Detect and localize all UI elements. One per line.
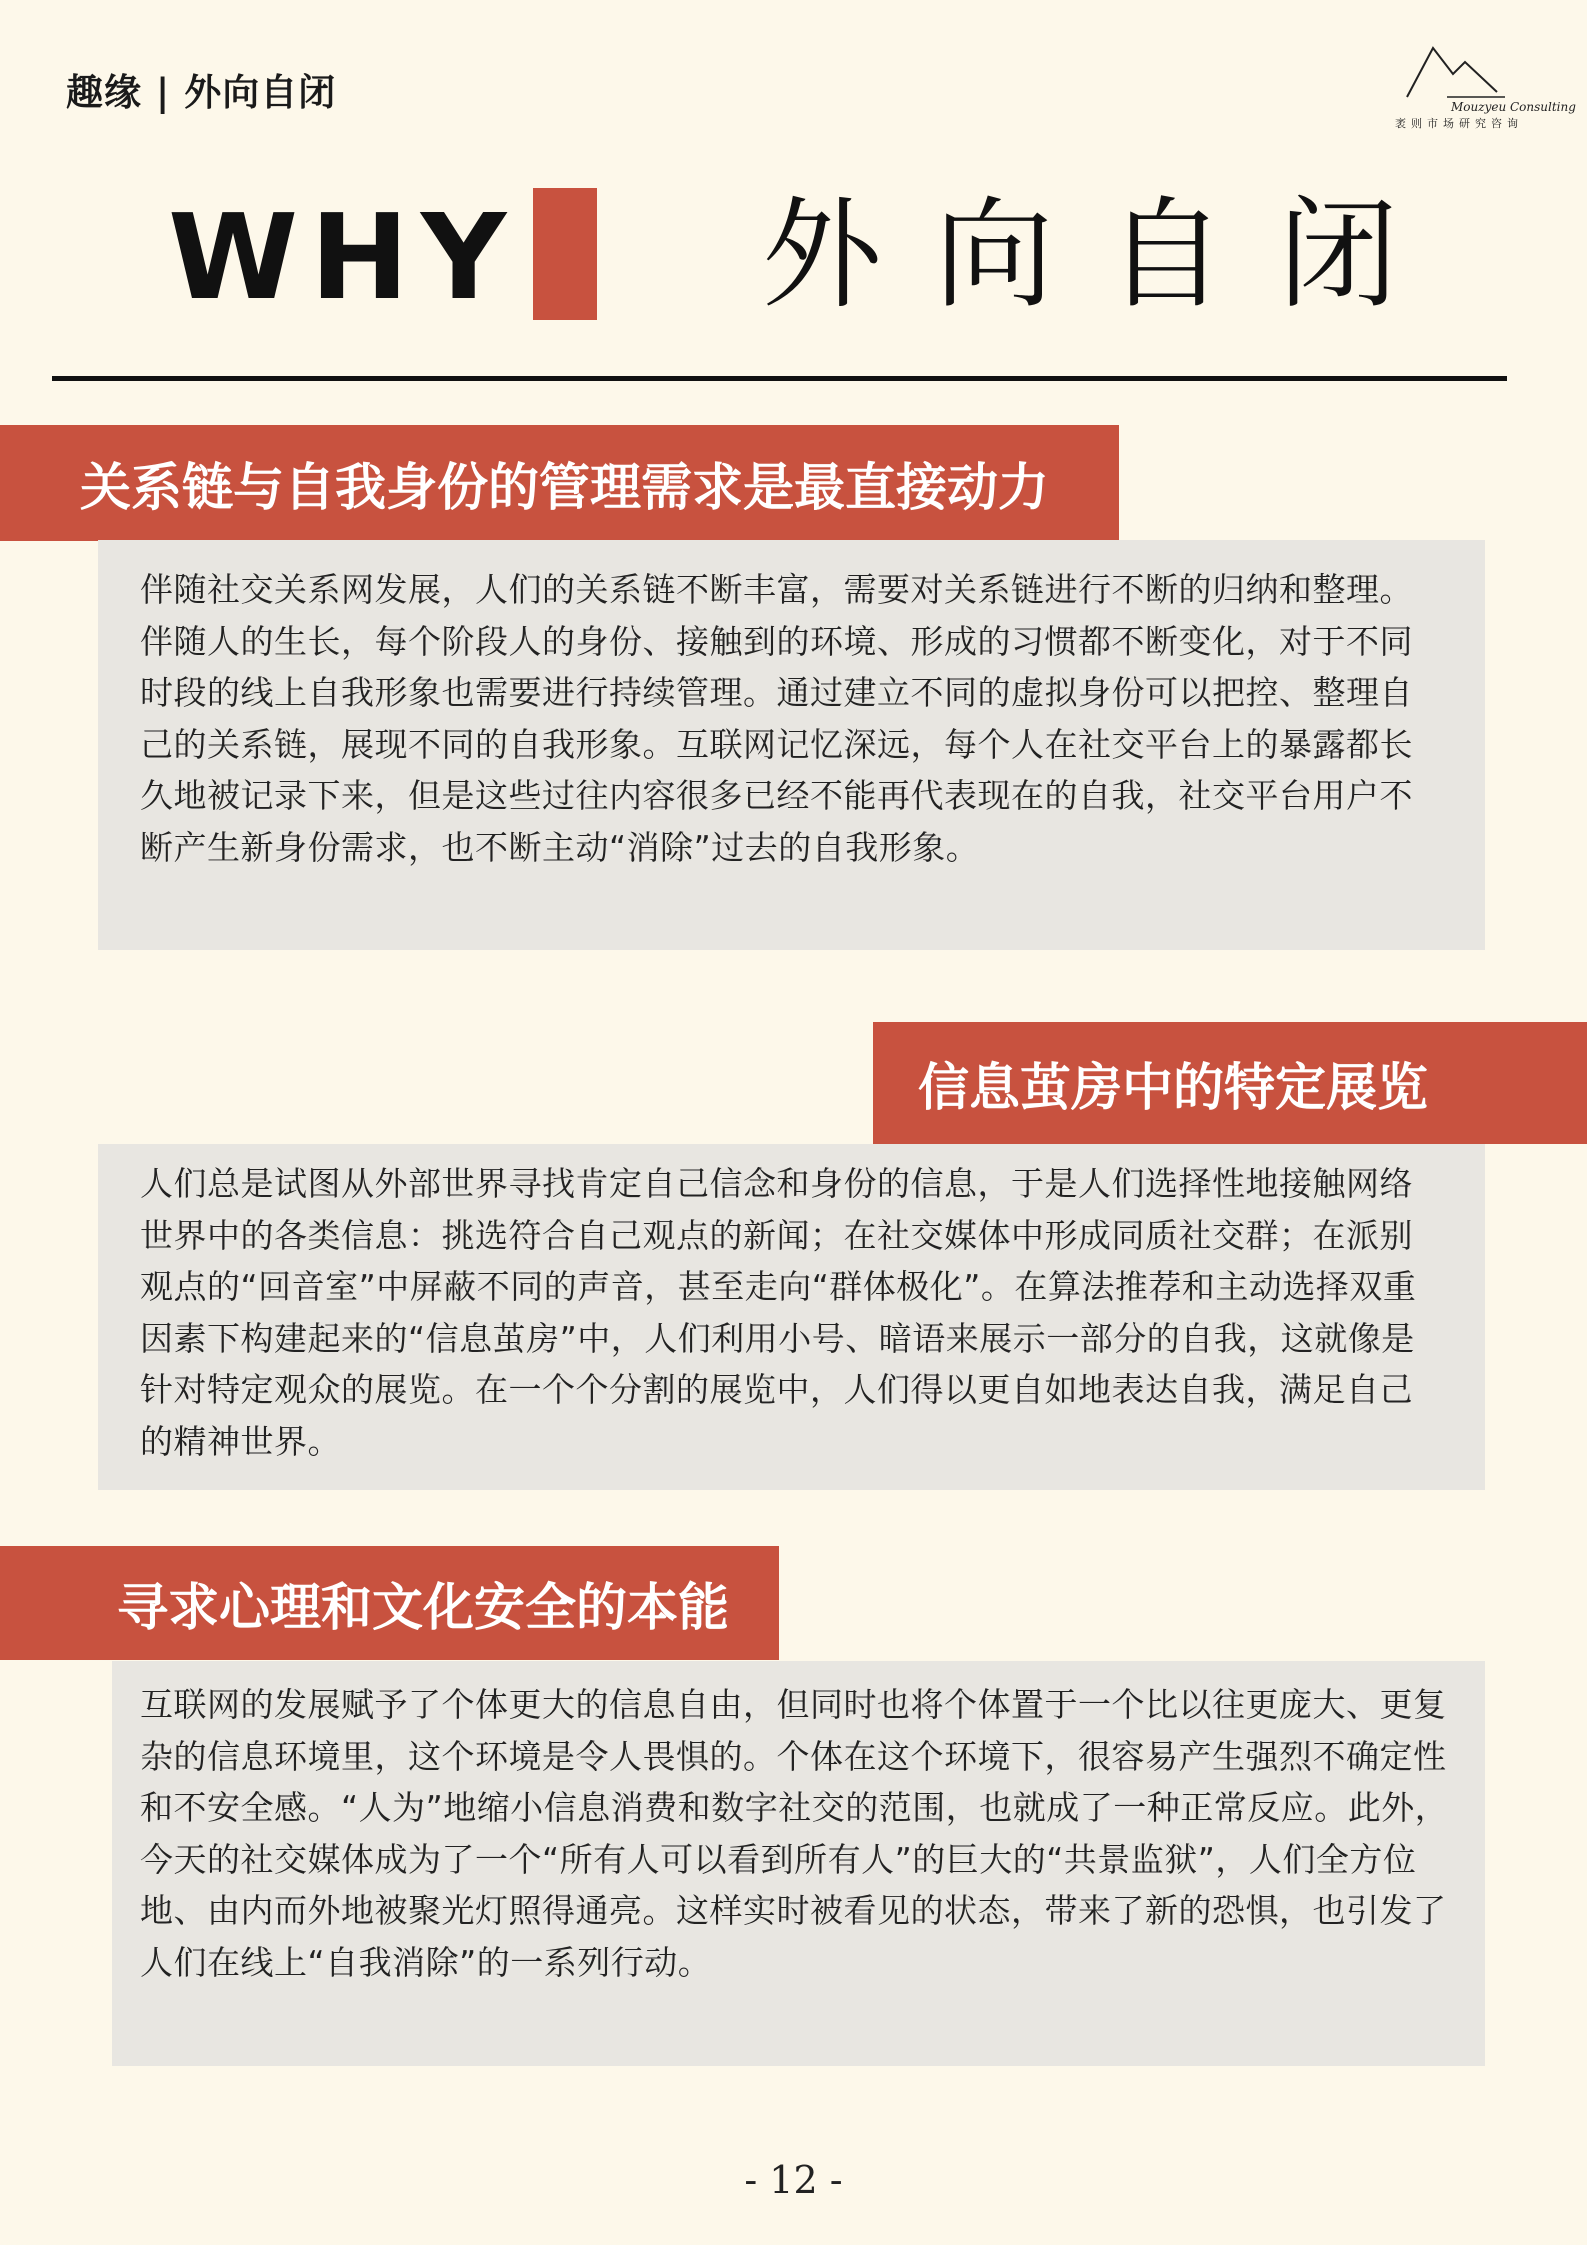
- section-label: 趣缘 | 外向自闭: [66, 70, 337, 114]
- section-heading-2: 信息茧房中的特定展览: [873, 1022, 1587, 1144]
- mountain-icon: [1395, 42, 1555, 102]
- header-divider: [52, 376, 1507, 381]
- section-body-1: 伴随社交关系网发展，人们的关系链不断丰富，需要对关系链进行不断的归纳和整理。伴随人的生长，每个阶段人的身份、接触到的环境、形成的习惯都不断变化，对于不同时段的线上自我形象也需要进行持续管理。通过建立不同的虚拟身份可以把控、整理自己的关系链，展现不同的自我形象。互联网记忆深远，每个人在社交平台上的暴露都长久地被记录下来，但是这些过往内容很多已经不能再代表现在的自我，社交平台用户不断产生新身份需求，也不断主动“消除”过去的自我形象。: [98, 540, 1485, 950]
- section-body-3: 互联网的发展赋予了个体更大的信息自由，但同时也将个体置于一个比以往更庞大、更复杂的信息环境里，这个环境是令人畏惧的。个体在这个环境下，很容易产生强烈不确定性和不安全感。“人为”地缩小信息消费和数字社交的范围，也就成了一种正常反应。此外，今天的社交媒体成为了一个“所有人可以看到所有人”的巨大的“共景监狱”，人们全方位地、由内而外地被聚光灯照得通亮。这样实时被看见的状态，带来了新的恐惧，也引发了人们在线上“自我消除”的一系列行动。: [112, 1661, 1485, 2066]
- section-body-2: 人们总是试图从外部世界寻找肯定自己信念和身份的信息，于是人们选择性地接触网络世界中的各类信息：挑选符合自己观点的新闻；在社交媒体中形成同质社交群；在派别观点的“回音室”中屏蔽不同的声音，甚至走向“群体极化”。在算法推荐和主动选择双重因素下构建起来的“信息茧房”中，人们利用小号、暗语来展示一部分的自我，这就像是针对特定观众的展览。在一个个分割的展览中，人们得以更自如地表达自我，满足自己的精神世界。: [98, 1144, 1485, 1490]
- page-title: 外向自闭: [762, 186, 1450, 325]
- logo-company-name: 袤则市场研究咨询: [1395, 117, 1523, 130]
- page-number: - 12 -: [744, 2158, 843, 2202]
- section-heading-1: 关系链与自我身份的管理需求是最直接动力: [0, 425, 1119, 541]
- why-heading: WHY: [168, 188, 519, 326]
- company-logo: [1395, 42, 1576, 132]
- title-accent-bar: [533, 188, 597, 320]
- logo-script-text: Mouzyeu Consulting: [1451, 100, 1576, 114]
- section-heading-3: 寻求心理和文化安全的本能: [0, 1546, 779, 1660]
